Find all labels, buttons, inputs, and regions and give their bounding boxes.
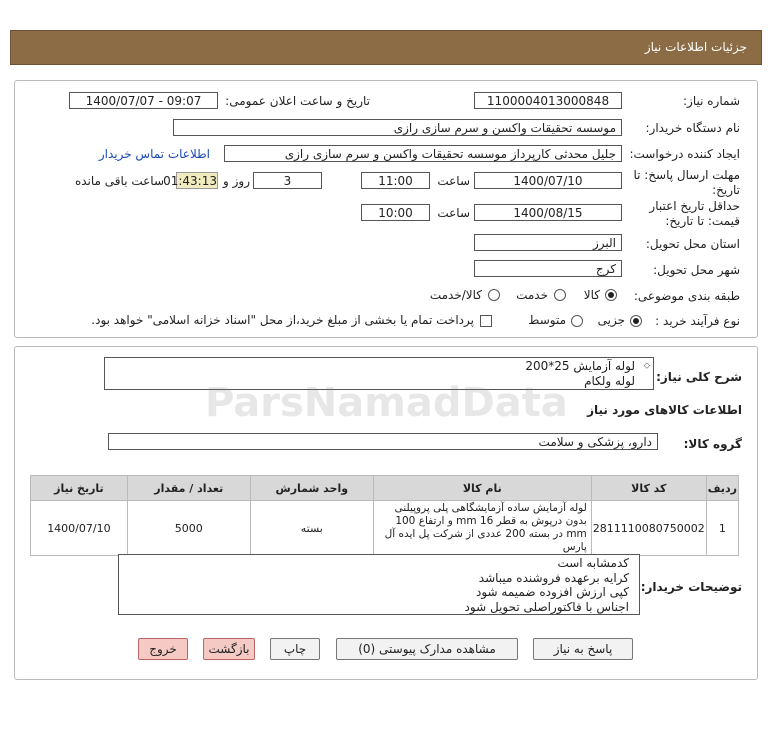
need-number-label: شماره نیاز:	[683, 94, 740, 108]
col-unit: واحد شمارش	[250, 476, 373, 501]
validity-label-line2: قیمت: تا تاریخ:	[665, 214, 740, 228]
summary-line-1: لوله آزمایش 25*200	[525, 359, 635, 373]
deadline-date-field: 1400/07/10	[474, 172, 622, 189]
need-number-field: 1100004013000848	[474, 92, 622, 109]
days-label: روز و	[223, 174, 250, 188]
category-both-radio[interactable]	[488, 289, 500, 301]
category-both-label: کالا/خدمت	[429, 288, 482, 302]
col-qty: تعداد / مقدار	[127, 476, 250, 501]
exit-button[interactable]: خروج	[138, 638, 188, 660]
city-label: شهر محل تحویل:	[653, 263, 740, 277]
validity-label-line1: حداقل تاریخ اعتبار	[649, 199, 740, 213]
cell-date: 1400/07/10	[31, 501, 128, 556]
buyer-notes-box	[118, 554, 640, 615]
process-medium-radio[interactable]	[571, 315, 583, 327]
goods-section-title: اطلاعات کالاهای مورد نیاز	[587, 403, 742, 417]
buyer-note-line: کرایه برعهده فروشنده میباشد	[478, 570, 629, 585]
page-header	[10, 30, 762, 65]
validity-time-label: ساعت	[437, 206, 470, 220]
province-field: البرز	[474, 234, 622, 251]
goods-table	[30, 475, 739, 556]
announce-label: تاریخ و ساعت اعلان عمومی:	[225, 94, 370, 108]
resize-handle-icon[interactable]: ⬦	[643, 361, 650, 371]
process-medium-label: متوسط	[528, 313, 566, 327]
summary-line-2: لوله ولکام	[584, 374, 635, 388]
goods-table-header	[31, 476, 739, 501]
cell-row: 1	[706, 501, 738, 556]
process-minor-label: جزیی	[597, 313, 625, 327]
category-goods-radio[interactable]	[605, 289, 617, 301]
process-minor-radio[interactable]	[630, 315, 642, 327]
deadline-time-field: 11:00	[361, 172, 430, 189]
table-row	[31, 501, 739, 556]
col-row: ردیف	[706, 476, 738, 501]
treasury-payment-checkbox[interactable]	[480, 315, 492, 327]
province-label: استان محل تحویل:	[645, 237, 740, 251]
cell-qty: 5000	[127, 501, 250, 556]
category-service-radio[interactable]	[554, 289, 566, 301]
page-title: جزئیات اطلاعات نیاز	[644, 40, 747, 54]
deadline-label-line1: مهلت ارسال پاسخ: تا	[633, 168, 740, 182]
buyer-notes-label: توضیحات خریدار:	[640, 580, 742, 594]
col-name: نام کالا	[373, 476, 591, 501]
deadline-label-line2: تاریخ:	[712, 183, 740, 197]
validity-date-field: 1400/08/15	[474, 204, 622, 221]
buyer-note-line: اجناس با فاکتوراصلی تحویل شود	[464, 599, 629, 614]
category-service-label: خدمت	[516, 288, 548, 302]
cell-name: لوله آزمایش ساده آزمایشگاهی پلی پروپیلنی بدون درپوش به قطر 16 mm و ارتفاع 100 mm در بسته 200 عددی از شرکت پل ایده آل پارس	[373, 501, 591, 556]
treasury-payment-note: پرداخت تمام یا بخشی از مبلغ خرید،از محل "اسناد خزانه اسلامی" خواهد بود.	[91, 313, 474, 327]
goods-group-label: گروه کالا:	[683, 437, 742, 451]
creator-field: جلیل محدثی کارپرداز موسسه تحقیقات واکسن و سرم سازی رازی	[224, 145, 622, 162]
deadline-time-label: ساعت	[437, 174, 470, 188]
process-label: نوع فرآیند خرید :	[655, 314, 740, 328]
buyer-org-label: نام دستگاه خریدار:	[645, 121, 740, 135]
attachments-button[interactable]: مشاهده مدارک پیوستی (0)	[336, 638, 518, 660]
cell-code: 2811110080750002	[591, 501, 706, 556]
announce-field: 1400/07/07 - 09:07	[69, 92, 218, 109]
category-goods-label: کالا	[583, 288, 600, 302]
back-button[interactable]: بازگشت	[203, 638, 255, 660]
print-button[interactable]: چاپ	[270, 638, 320, 660]
buyer-note-line: کپی ارزش افزوده ضمیمه شود	[476, 585, 629, 599]
category-label: طبقه بندی موضوعی:	[633, 289, 740, 303]
cell-unit: بسته	[250, 501, 373, 556]
col-date: تاریخ نیاز	[31, 476, 128, 501]
buyer-note-line: کدمشابه است	[557, 556, 629, 570]
validity-time-field: 10:00	[361, 204, 430, 221]
goods-group-field: دارو، پزشکی و سلامت	[108, 433, 658, 450]
reply-button[interactable]: پاسخ به نیاز	[533, 638, 633, 660]
city-field: کرج	[474, 260, 622, 277]
buyer-org-field: موسسه تحقیقات واکسن و سرم سازی رازی	[173, 119, 622, 136]
col-code: کد کالا	[591, 476, 706, 501]
remaining-time-label: ساعت باقی مانده	[74, 174, 164, 188]
creator-label: ایجاد کننده درخواست:	[629, 147, 740, 161]
days-remaining-field: 3	[253, 172, 322, 189]
remaining-time-field: 01:43:13	[163, 174, 217, 188]
buyer-contact-link[interactable]: اطلاعات تماس خریدار	[98, 147, 210, 161]
summary-label: شرح کلی نیاز:	[656, 370, 742, 384]
summary-box	[104, 357, 654, 390]
